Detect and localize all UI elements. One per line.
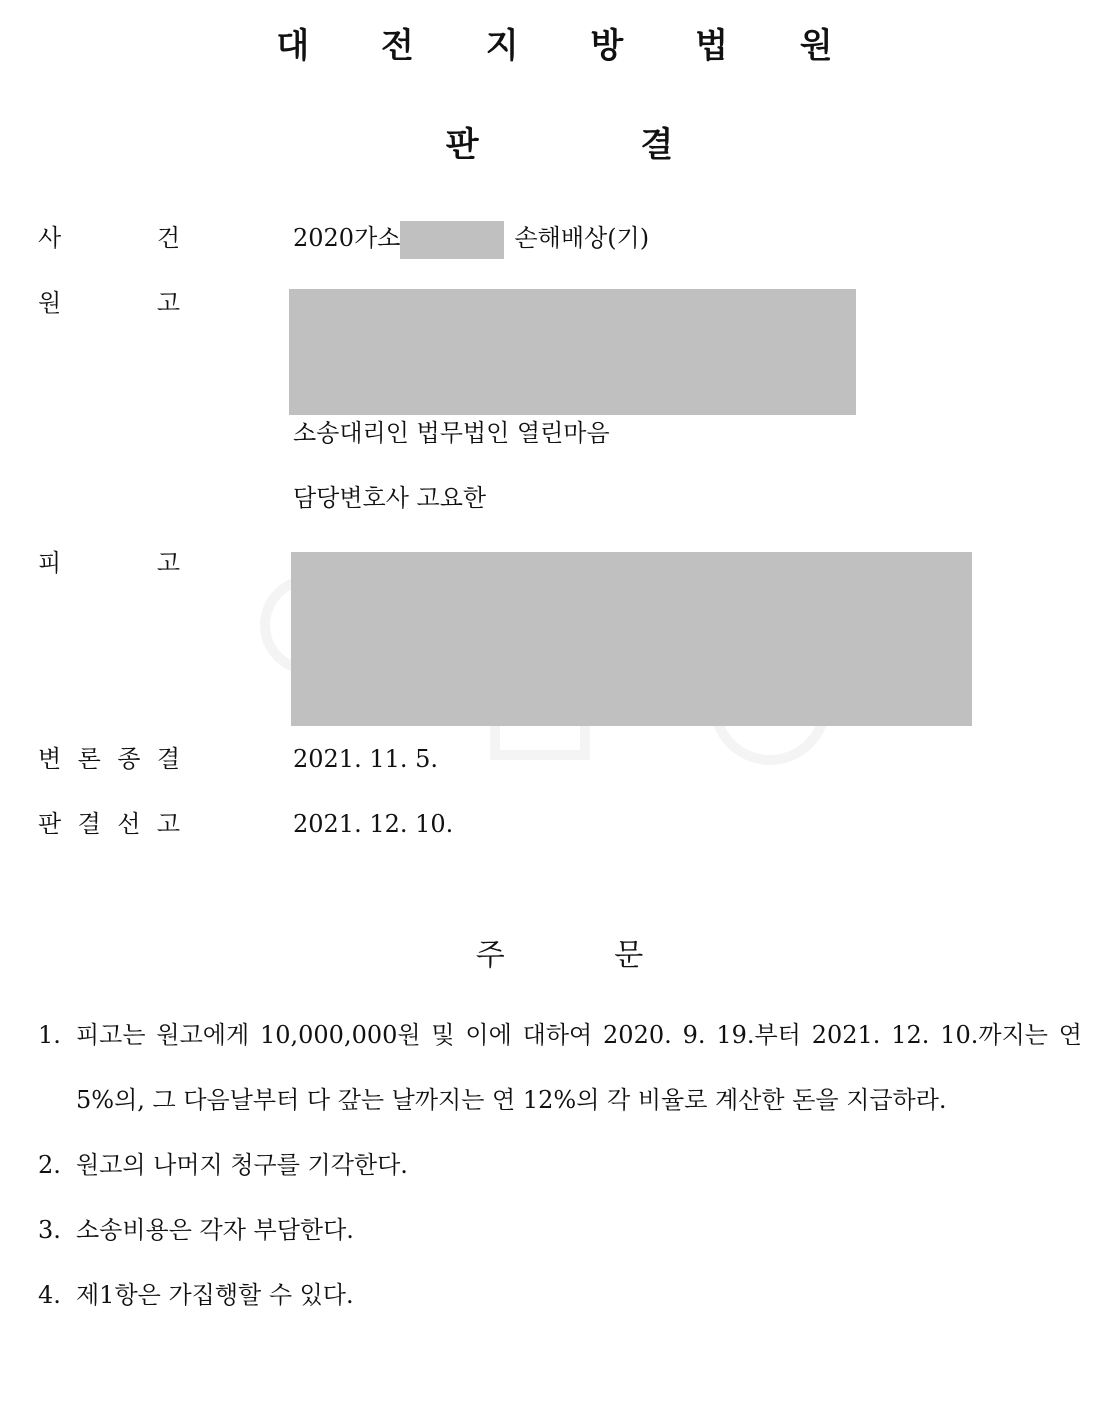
judgment-date: 2021. 12. 10. xyxy=(293,810,454,838)
order-item-number: 2. xyxy=(38,1151,61,1179)
order-title: 주 문 xyxy=(475,938,644,973)
plaintiff-counsel: 소송대리인 법무법인 열린마음 xyxy=(293,419,610,447)
order-item-number: 3. xyxy=(38,1216,61,1244)
order-item-number: 1. xyxy=(38,1021,61,1049)
order-item xyxy=(38,1198,1082,1263)
order-item-text: 원고의 나머지 청구를 기각한다. xyxy=(76,1151,408,1179)
judgment-label: 판 결 선 고 xyxy=(38,810,180,838)
court-name: 대 전 지 방 법 원 xyxy=(276,26,863,66)
closing-label: 변 론 종 결 xyxy=(38,745,180,773)
order-item-number: 4. xyxy=(38,1281,61,1309)
order-item-text: 피고는 원고에게 10,000,000원 및 이에 대하여 2020. 9. 19.부터 2021. 12. 10.까지는 연 5%의, 그 다음날부터 다 갚는 날까지는 연 12%의 각 비율로 계산한 돈을 지급하라. xyxy=(76,1021,1082,1114)
plaintiff-attorney: 담당변호사 고요한 xyxy=(293,484,487,512)
document-title: 판 결 xyxy=(445,125,674,165)
defendant-label: 피 고 xyxy=(38,549,180,577)
order-item xyxy=(38,1263,1082,1328)
order-list xyxy=(38,1003,1082,1328)
order-item xyxy=(38,1003,1082,1133)
order-item-text: 소송비용은 각자 부담한다. xyxy=(76,1216,354,1244)
order-item-text: 제1항은 가집행할 수 있다. xyxy=(76,1281,354,1309)
case-label: 사 건 xyxy=(38,224,180,252)
closing-date: 2021. 11. 5. xyxy=(293,745,439,773)
plaintiff-redaction xyxy=(289,289,856,415)
order-item xyxy=(38,1133,1082,1198)
case-number-prefix: 2020가소 xyxy=(293,224,401,252)
case-name: 손해배상(기) xyxy=(514,224,650,252)
defendant-redaction xyxy=(291,552,972,726)
case-value xyxy=(293,218,649,259)
case-number-redaction xyxy=(400,221,504,259)
plaintiff-label: 원 고 xyxy=(38,289,180,317)
